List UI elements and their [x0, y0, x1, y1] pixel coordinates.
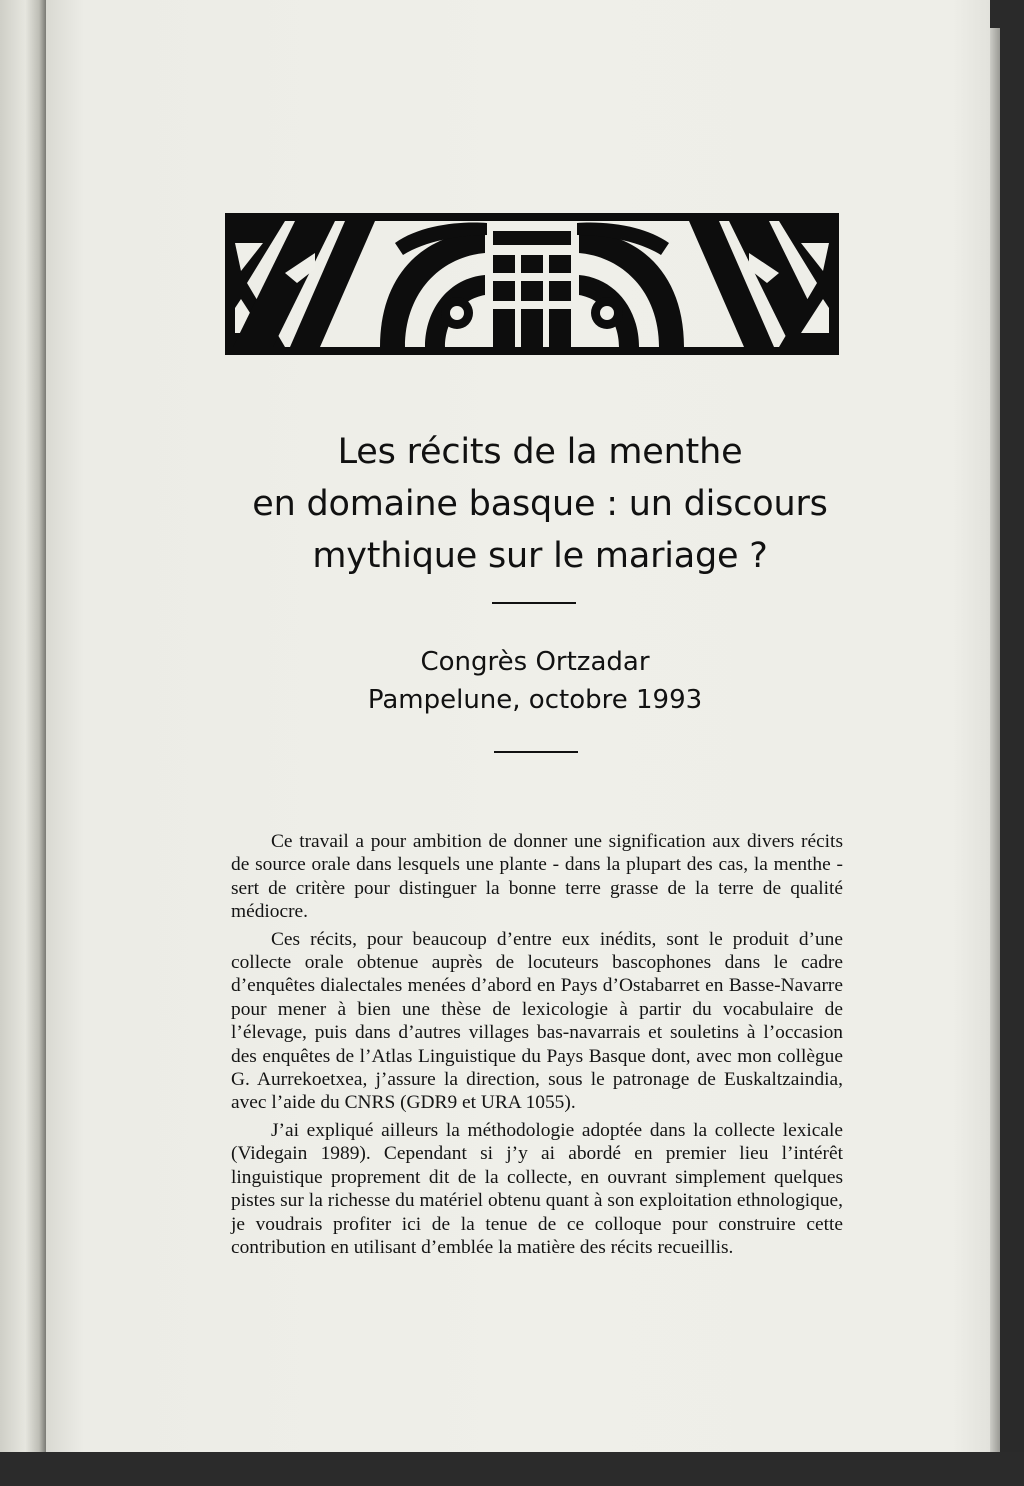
facing-page-edge [0, 0, 46, 1486]
paragraph: J’ai expliqué ailleurs la méthodologie adoptée dans la collecte lexicale (Videgain 1989). Cependant si j’y ai abordé en premier lieu l’intérêt linguistique proprement dit de la collecte, en ouvrant simplement quelques pistes sur la richesse du matériel obtenu quant à son exploitation ethnologique, je voudrais profiter ici de la tenue de ce colloque pour construire cette contribution en utilisant d’emblée la matière des récits recueillis. [231, 1119, 843, 1258]
event-name: Congrès Ortzadar [420, 647, 650, 677]
title-line: en domaine basque : un discours [252, 484, 828, 524]
paragraph: Ce travail a pour ambition de donner une signification aux divers récits de source orale dans lesquels une plante - dans la plupart des cas, la menthe - sert de critère pour distinguer la bonne terre grasse de la terre de qualité médiocre. [231, 831, 843, 923]
article-body [231, 830, 843, 1263]
article-title [200, 426, 880, 582]
event-place-date: Pampelune, octobre 1993 [367, 685, 703, 715]
scan-background [0, 1452, 1024, 1486]
title-line: Les récits de la menthe [337, 432, 743, 472]
divider-rule [494, 751, 578, 753]
ornament-band [225, 213, 839, 355]
paragraph: Ces récits, pour beaucoup d’entre eux inédits, sont le produit d’une collecte orale obtenue auprès de locuteurs bascophones dans le cadre d’enquêtes dialectales menées d’abord en Pays d’Ostabarret en Basse-Navarre pour mener à bien une thèse de lexicologie à partir du vocabulaire de l’élevage, puis dans d’autres villages bas-navarrais et souletins à l’occasion des enquêtes de l’Atlas Linguistique du Pays Basque dont, avec mon collègue G. Aurrekoetxea, j’assure la direction, sous le patronage de Euskaltzaindia, avec l’aide du CNRS (GDR9 et URA 1055). [231, 928, 843, 1114]
title-line: mythique sur le mariage ? [312, 536, 768, 576]
divider-rule [492, 602, 576, 604]
event-info [300, 643, 770, 719]
